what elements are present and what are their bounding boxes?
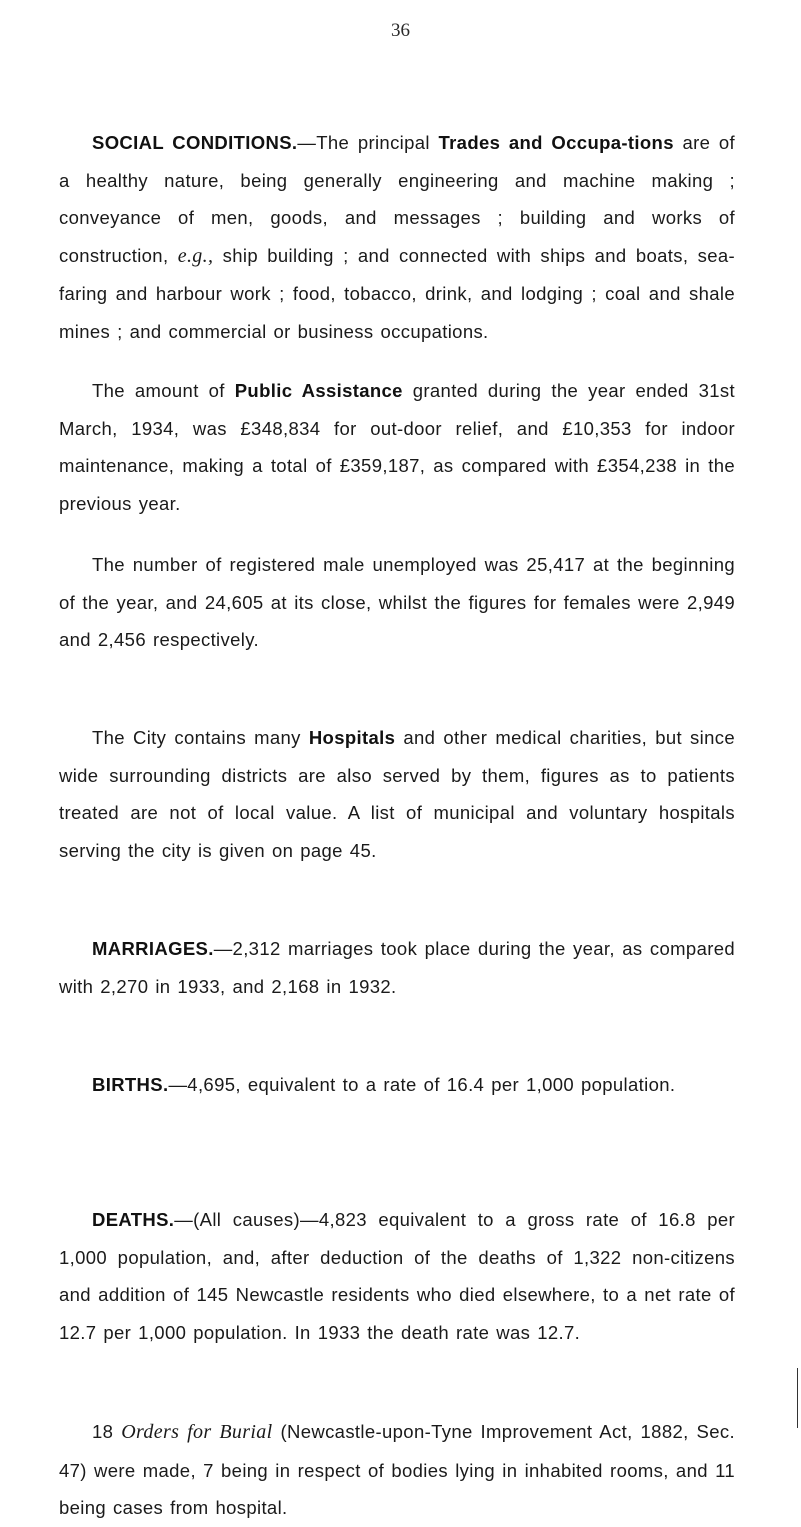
hospitals-paragraph: The City contains many Hospitals and other medical charities, but since wide surrounding districts are also served by them, figures as to patients treated are not of local value. A list of municipal and voluntary hospitals serving the city is given on page 45. <box>59 727 735 861</box>
marriages-paragraph: MARRIAGES.—2,312 marriages took place during the year, as compared with 2,270 in 1933, and 2,168 in 1932. <box>59 938 735 997</box>
deaths-paragraph: DEATHS.—(All causes)—4,823 equivalent to a gross rate of 16.8 per 1,000 population, and, after deduction of the deaths of 1,322 non-citizens and addition of 145 Newcastle residents who died elsewhere, to a net rate of 12.7 per 1,000 population. In 1933 the death rate was 12.7. <box>59 1209 735 1343</box>
burial-orders-term: Orders for Burial <box>121 1421 273 1443</box>
public-assistance-paragraph: The amount of Public Assistance granted during the year ended 31st March, 1934, was £348,834 for out-door relief, and £10,353 for indoor maintenance, making a total of £359,187, as compared with £354,238 in the previous year. <box>59 380 735 514</box>
page-number: 36 <box>391 20 410 41</box>
births-heading: BIRTHS. <box>92 1074 169 1095</box>
public-assistance-term: Public Assistance <box>234 380 403 401</box>
deaths-heading: DEATHS. <box>92 1209 175 1230</box>
page-edge-line <box>797 1368 798 1428</box>
trades-occupations-term: Trades and Occupa-tions <box>438 132 674 153</box>
social-conditions-paragraph: SOCIAL CONDITIONS.—The principal Trades and Occupa-tions are of a healthy nature, being generally engineering and machine making ; conveyance of men, goods, and messages ; building and works of construction, e.g., ship building ; and connected with ships and boats, sea-faring and harbour work ; food, tobacco, drink, and lodging ; coal and shale mines ; and commercial or business occupations. <box>59 132 736 342</box>
burial-orders-paragraph: 18 Orders for Burial (Newcastle-upon-Tyne Improvement Act, 1882, Sec. 47) were made, 7 being in respect of bodies lying in inhabited rooms, and 11 being cases from hospital. <box>59 1421 735 1518</box>
marriages-heading: MARRIAGES. <box>92 938 214 959</box>
hospitals-term: Hospitals <box>308 727 396 748</box>
social-conditions-heading: SOCIAL CONDITIONS. <box>92 132 298 153</box>
unemployed-paragraph: The number of registered male unemployed was 25,417 at the beginning of the year, and 24,605 at its close, whilst the figures for females were 2,949 and 2,456 respectively. <box>59 554 735 650</box>
births-paragraph: BIRTHS.—4,695, equivalent to a rate of 16.4 per 1,000 population. <box>92 1074 676 1095</box>
